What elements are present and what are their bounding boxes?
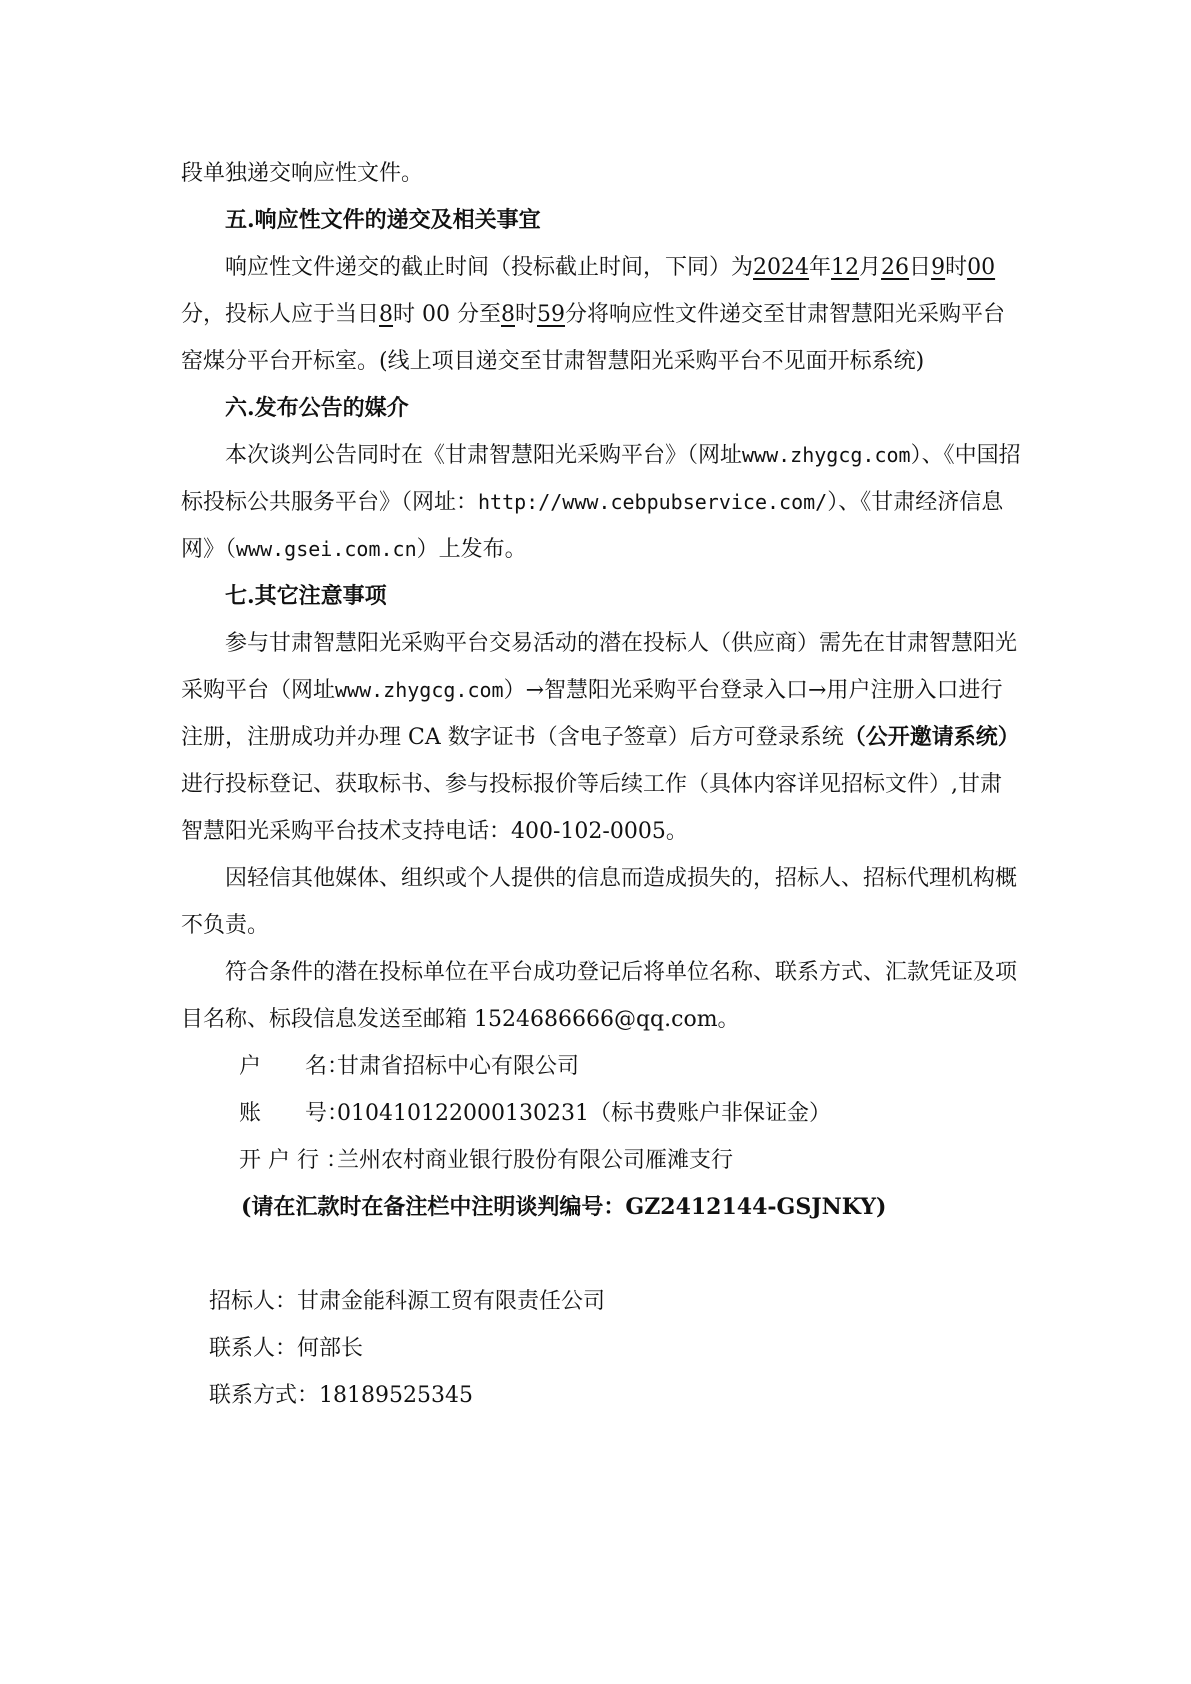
platform-url: www.zhygcg.com — [742, 443, 911, 467]
text-run: 参与甘肃智慧阳光采购平台交易活动的潜在投标人（供应商）需先在甘肃智慧阳光采购平台（网址 — [181, 631, 1018, 703]
account-number-row — [181, 1090, 1021, 1137]
remittance-note: (请在汇款时在备注栏中注明谈判编号：GZ2412144-GSJNKY) — [241, 1194, 887, 1220]
text-run: 月 — [859, 255, 882, 280]
text-run: 响应性文件递交的截止时间（投标截止时间，下同）为 — [225, 255, 754, 280]
deadline-day: 26 — [881, 255, 910, 280]
text-run: 时 — [945, 255, 968, 280]
contact-person-line: 联系人：何部长 — [209, 1336, 364, 1361]
text-run: 年 — [809, 255, 832, 280]
document-page — [181, 150, 1021, 1419]
account-bank-row — [181, 1137, 1021, 1184]
text-run: 进行投标登记、获取标书、参与投标报价等后续工作（具体内容详见招标文件）,甘肃智慧阳光采购平台技术支持电话：400-102-0005。 — [181, 772, 1002, 844]
section-7-heading: 七.其它注意事项 — [225, 583, 387, 609]
deadline-hour: 9 — [931, 255, 946, 280]
gsei-url: www.gsei.com.cn — [236, 537, 417, 561]
tenderer-line: 招标人：甘肃金能科源工贸有限责任公司 — [209, 1289, 606, 1314]
text-run: 时 — [515, 302, 538, 327]
submit-end-minute: 59 — [537, 302, 566, 327]
account-bank-value: 兰州农村商业银行股份有限公司雁滩支行 — [337, 1148, 734, 1173]
deadline-month: 12 — [831, 255, 860, 280]
text-run: 分将响应性文件递交至甘肃智慧阳光采购平台窑煤分平台开标室。(线上项目递交至甘肃智慧阳光采购平台不见面开标系统) — [181, 302, 1006, 374]
system-name: （公开邀请系统） — [843, 724, 1020, 750]
text-run: ）、《甘肃经济信息网》（ — [181, 490, 1004, 562]
contact-phone-line: 联系方式：18189525345 — [209, 1383, 473, 1408]
spacer — [181, 1231, 1021, 1278]
platform-url: www.zhygcg.com — [335, 678, 504, 702]
section-7-paragraph-2: 因轻信其他媒体、组织或个人提供的信息而造成损失的，招标人、招标代理机构概不负责。 — [181, 866, 1018, 938]
deadline-minute: 00 — [967, 255, 996, 280]
deadline-year: 2024 — [753, 255, 810, 280]
text-run: ）→智慧阳光采购平台登录入口→用户注册入口进行注册，注册成功并办理 CA 数字证书（含电子签章）后方可登录系统 — [181, 678, 1003, 750]
continuation-text: 段单独递交响应性文件。 — [181, 161, 424, 186]
section-5-heading: 五.响应性文件的递交及相关事宜 — [225, 207, 541, 233]
account-name-label: 户 名： — [239, 1054, 350, 1079]
submit-end-hour: 8 — [501, 302, 515, 327]
text-run: 本次谈判公告同时在《甘肃智慧阳光采购平台》（网址 — [225, 443, 743, 468]
text-run: 日 — [909, 255, 932, 280]
section-7-paragraph-3: 符合条件的潜在投标单位在平台成功登记后将单位名称、联系方式、汇款凭证及项目名称、标段信息发送至邮箱 1524686666@qq.com。 — [181, 960, 1018, 1032]
account-number-label: 账 号： — [239, 1101, 350, 1126]
section-6-paragraph — [181, 432, 1021, 573]
cebpubservice-url: http://www.cebpubservice.com/ — [478, 490, 828, 514]
text-run: 时 00 分至 — [393, 302, 501, 327]
section-6-heading: 六.发布公告的媒介 — [225, 395, 409, 421]
section-5-paragraph — [181, 244, 1021, 385]
text-run: ）上发布。 — [416, 537, 527, 562]
account-name-row — [181, 1043, 1021, 1090]
section-7-paragraph-1 — [181, 620, 1021, 855]
account-name-value: 甘肃省招标中心有限公司 — [337, 1054, 580, 1079]
text-run: 分，投标人应于当日 — [181, 302, 380, 327]
account-bank-label: 开 户 行 ： — [239, 1148, 348, 1173]
submit-start-hour: 8 — [379, 302, 394, 327]
account-number-value: 010410122000130231（标书费账户非保证金） — [337, 1101, 831, 1126]
text-run: ）、《中国招标投标公共服务平台》（网址： — [181, 443, 1021, 515]
